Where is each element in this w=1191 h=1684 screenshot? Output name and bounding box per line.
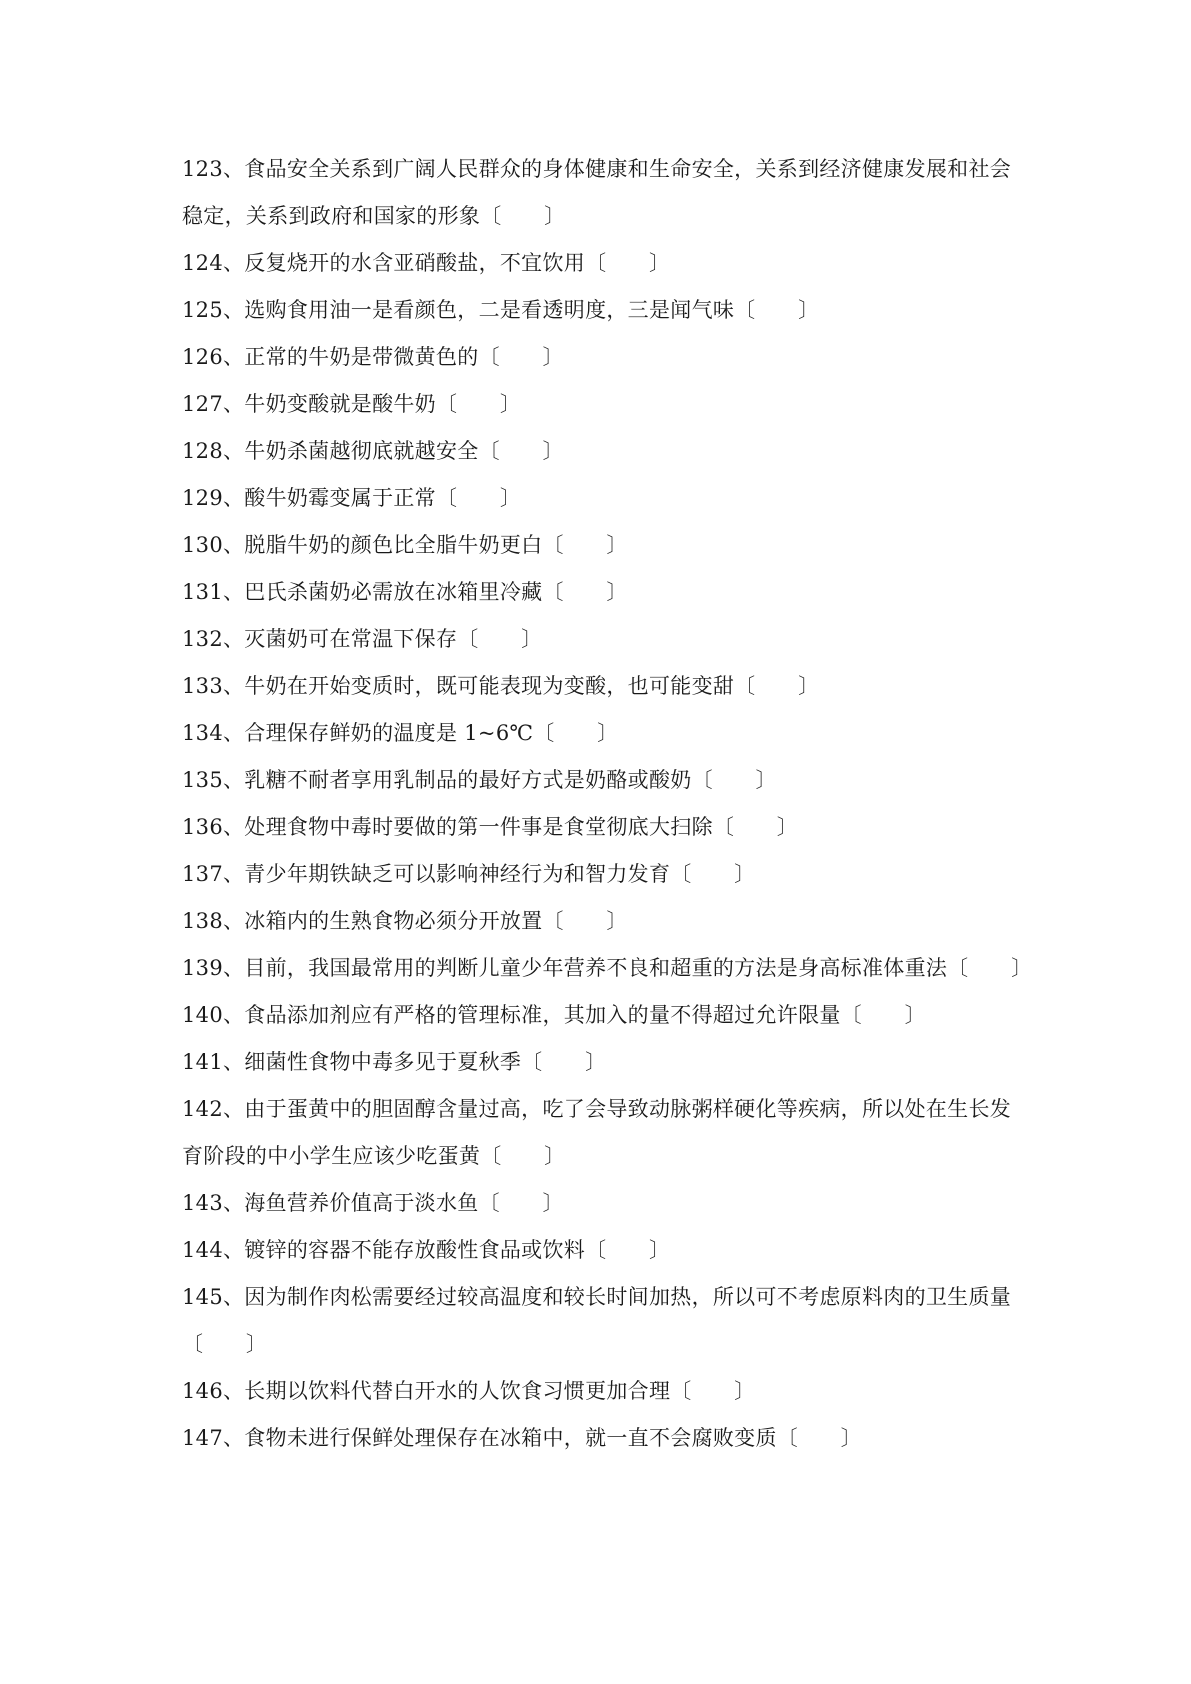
question-139: 139、目前，我国最常用的判断儿童少年营养不良和超重的方法是身高标准体重法〔 〕	[182, 956, 1033, 980]
question-130: 130、脱脂牛奶的颜色比全脂牛奶更白〔 〕	[182, 533, 628, 557]
question-134: 134、合理保存鲜奶的温度是 1~6℃〔 〕	[182, 721, 619, 745]
question-129: 129、酸牛奶霉变属于正常〔 〕	[182, 486, 522, 510]
question-147: 147、食物未进行保鲜处理保存在冰箱中，就一直不会腐败变质〔 〕	[182, 1426, 862, 1450]
question-123: 123、食品安全关系到广阔人民群众的身体健康和生命安全，关系到经济健康发展和社会稳定，关系到政府和国家的形象〔 〕	[182, 157, 1012, 228]
question-127: 127、牛奶变酸就是酸牛奶〔 〕	[182, 392, 522, 416]
question-140: 140、食品添加剂应有严格的管理标准，其加入的量不得超过允许限量〔 〕	[182, 1003, 926, 1027]
question-143: 143、海鱼营养价值高于淡水鱼〔 〕	[182, 1191, 564, 1215]
question-136: 136、处理食物中毒时要做的第一件事是食堂彻底大扫除〔 〕	[182, 815, 799, 839]
question-132: 132、灭菌奶可在常温下保存〔 〕	[182, 627, 543, 651]
question-126: 126、正常的牛奶是带微黄色的〔 〕	[182, 345, 564, 369]
question-137: 137、青少年期铁缺乏可以影响神经行为和智力发育〔 〕	[182, 862, 756, 886]
question-146: 146、长期以饮料代替白开水的人饮食习惯更加合理〔 〕	[182, 1379, 756, 1403]
question-141: 141、细菌性食物中毒多见于夏秋季〔 〕	[182, 1050, 607, 1074]
question-144: 144、镀锌的容器不能存放酸性食品或饮料〔 〕	[182, 1238, 671, 1262]
question-124: 124、反复烧开的水含亚硝酸盐，不宜饮用〔 〕	[182, 251, 671, 275]
question-135: 135、乳糖不耐者享用乳制品的最好方式是奶酪或酸奶〔 〕	[182, 768, 777, 792]
question-133: 133、牛奶在开始变质时，既可能表现为变酸，也可能变甜〔 〕	[182, 674, 820, 698]
question-145: 145、因为制作肉松需要经过较高温度和较长时间加热，所以可不考虑原料肉的卫生质量〔 〕	[182, 1285, 1012, 1356]
question-list	[182, 146, 1033, 1462]
question-138: 138、冰箱内的生熟食物必须分开放置〔 〕	[182, 909, 628, 933]
question-131: 131、巴氏杀菌奶必需放在冰箱里冷藏〔 〕	[182, 580, 628, 604]
question-128: 128、牛奶杀菌越彻底就越安全〔 〕	[182, 439, 564, 463]
question-125: 125、选购食用油一是看颜色，二是看透明度，三是闻气味〔 〕	[182, 298, 820, 322]
question-142: 142、由于蛋黄中的胆固醇含量过高，吃了会导致动脉粥样硬化等疾病，所以处在生长发育阶段的中小学生应该少吃蛋黄〔 〕	[182, 1097, 1012, 1168]
